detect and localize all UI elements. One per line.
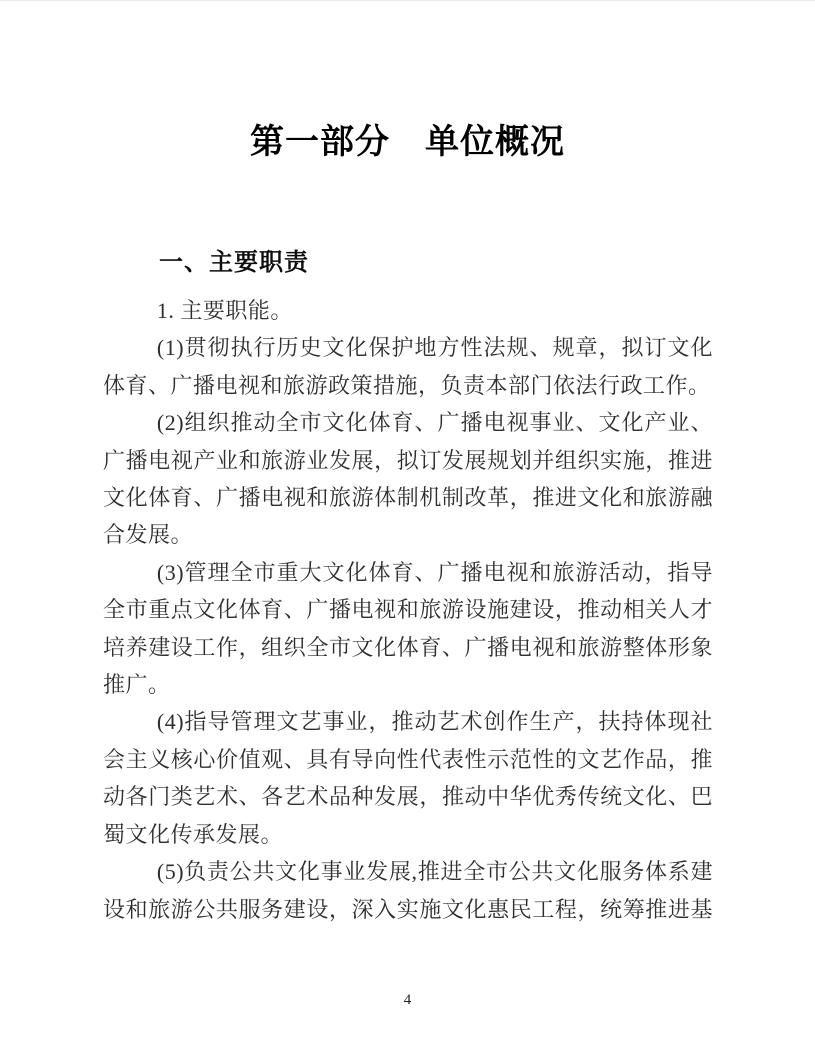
page-title: 第一部分 单位概况: [250, 123, 565, 161]
section-heading: 一、主要职责: [159, 249, 309, 276]
paragraph-item-3: (3)管理全市重大文化体育、广播电视和旅游活动，指导全市重点文化体育、广播电视和旅游设施建设，推动相关人才培养建设工作，组织全市文化体育、广播电视和旅游整体形象推广。: [103, 559, 713, 698]
paragraph-item-5: (5)负责公共文化事业发展,推进全市公共文化服务体系建设和旅游公共服务建设，深入实施文化惠民工程，统筹推进基: [103, 859, 713, 922]
paragraph-intro: 1. 主要职能。: [156, 298, 293, 323]
section-body: [103, 292, 713, 928]
paragraph-item-1: (1)贯彻执行历史文化保护地方性法规、规章，拟订文化体育、广播电视和旅游政策措施，负责本部门依法行政工作。: [103, 335, 713, 398]
page-number: 4: [403, 992, 412, 1008]
paragraph-item-4: (4)指导管理文艺事业，推动艺术创作生产，扶持体现社会主义核心价值观、具有导向性代表性示范性的文艺作品，推动各门类艺术、各艺术品种发展，推动中华优秀传统文化、巴蜀文化传承发展。: [103, 709, 713, 847]
paragraph-item-2: (2)组织推动全市文化体育、广播电视事业、文化产业、广播电视产业和旅游业发展，拟订发展规划并组织实施，推进文化体育、广播电视和旅游体制机制改革，推进文化和旅游融合发展。: [103, 410, 713, 548]
